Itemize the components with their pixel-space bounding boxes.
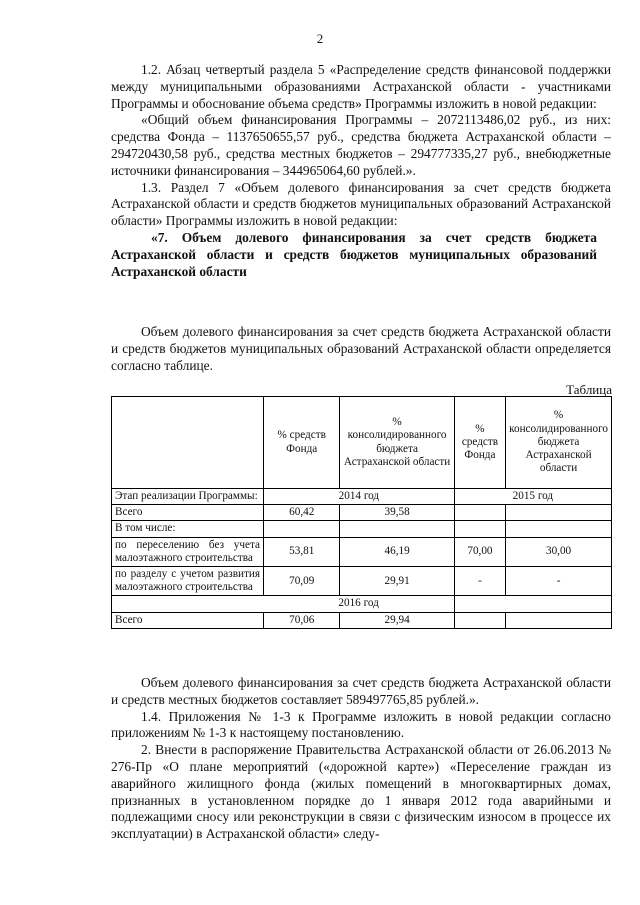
cell-value: 70,09 [264,567,340,596]
cell-value: 53,81 [264,537,340,566]
spacer-cell [112,596,264,612]
table-row [112,567,612,596]
cell-value: 70,06 [264,612,340,628]
empty-cell [506,612,612,628]
cell-value: 46,19 [340,537,454,566]
row-label: по разделу с учетом развития малоэтажного строительства [112,567,264,596]
section-7-heading: «7. Объем долевого финансирования за счет средств бюджета Астраханской области и средств бюджетов муниципальных образований Астраханской области [111,229,597,279]
table-caption: Таблица [566,382,612,397]
paragraph-1-3: 1.3. Раздел 7 «Объем долевого финансирования за счет средств бюджета Астраханской области и средств бюджетов муниципальных образований Астраханской области» Программы изложить в новой редакции: [111,179,611,229]
cell-value [454,521,505,537]
table-row [112,612,612,628]
empty-cell [454,612,505,628]
cell-value: 29,94 [340,612,454,628]
header-empty-cell [112,397,264,489]
cell-value: 70,00 [454,537,505,566]
table-row-year-2016 [112,596,612,612]
row-label: по переселению без учета малоэтажного строительства [112,537,264,566]
cell-value: 60,42 [264,505,340,521]
body-text-top [111,62,611,280]
financing-share-table [111,396,612,629]
table-row [112,537,612,566]
spacer-cell [454,596,611,612]
table-row [112,505,612,521]
cell-value: 30,00 [506,537,612,566]
table-row-stage [112,489,612,505]
table-intro-block [111,324,611,374]
cell-value: 29,91 [340,567,454,596]
year-2016-label: 2016 год [264,596,455,612]
cell-value [506,521,612,537]
paragraph-total-financing: «Общий объем финансирования Программы – 2072113486,02 руб., из них: средства Фонда – 1137650655,57 руб., средства бюджета Астраханской области – 294720430,58 руб., средства местных бюджетов – 294777335,27 руб., внебюджетные источники финансирования – 344965064,60 рублей.». [111,112,611,178]
paragraph-table-intro: Объем долевого финансирования за счет средств бюджета Астраханской области и средств бюджетов муниципальных образований Астраханской области определяется согласно таблице. [111,324,611,373]
stage-label: Этап реализации Программы: [112,489,264,505]
year-2014-label: 2014 год [264,489,455,505]
paragraph-total-share: Объем долевого финансирования за счет средств бюджета Астраханской области и средств местных бюджетов составляет 589497765,85 рублей.». [111,675,611,707]
header-fund-2015: % средств Фонда [454,397,505,489]
header-budget-2015: % консолидированного бюджета Астраханской области [506,397,612,489]
cell-value: 39,58 [340,505,454,521]
cell-value: - [506,567,612,596]
row-label: Всего [112,612,264,628]
header-budget-2014: % консолидированного бюджета Астраханской области [340,397,454,489]
cell-value: - [454,567,505,596]
cell-value [506,505,612,521]
cell-value [264,521,340,537]
table-header-row [112,397,612,489]
body-text-bottom [111,675,611,843]
cell-value [454,505,505,521]
table-row [112,521,612,537]
cell-value [340,521,454,537]
paragraph-1-2: 1.2. Абзац четвертый раздела 5 «Распределение средств финансовой поддержки между муниципальными образованиями Астраханской области - участниками Программы и обоснование объема средств» Программы изложить в новой редакции: [111,62,611,111]
row-label: В том числе: [112,521,264,537]
page-number: 2 [316,31,324,46]
row-label: Всего [112,505,264,521]
header-fund-2014: % средств Фонда [264,397,340,489]
paragraph-1-4: 1.4. Приложения № 1-3 к Программе изложить в новой редакции согласно приложениям № 1-3 к настоящему постановлению. [111,708,611,741]
year-2015-label: 2015 год [454,489,611,505]
paragraph-2: 2. Внести в распоряжение Правительства Астраханской области от 26.06.2013 № 276-Пр «О плане мероприятий («дорожной карте») «Переселение граждан из аварийного жилищного фонда (жилых помещений в многоквартирных домах, признанных в установленном порядке до 1 января 2012 года аварийными и подлежащими сносу или реконструкции в связи с физическим износом в процессе их эксплуатации) в Астраханской области» следу- [111,742,611,842]
